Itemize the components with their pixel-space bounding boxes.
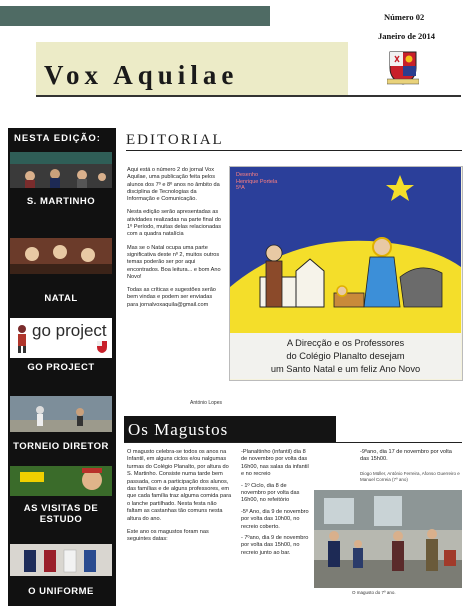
magustos-paragraph: O magusto celebra-se todos os anos na Infantil, em alguns ciclos e/ou nalgumas turmas do Colégio Planalto, por altura do S. Martinho. Consiste numa tarde bem passada, com a participação dos alunos, das famílias e de alguns professores, em que cada família traz alguma comida para o lanche partilhado. Nesta festa não faltam as castanhas tão comuns nesta altura do ano. — [127, 449, 232, 522]
newspaper-title: Vox Aquilae — [44, 60, 239, 90]
sidebar-item-label: TORNEIO DIRETOR — [13, 441, 109, 452]
sidebar-item-torneio-diretor[interactable] — [10, 396, 112, 452]
sidebar-item-label: GO PROJECT — [27, 362, 95, 373]
sidebar-item-label: O UNIFORME — [28, 586, 94, 597]
magustos-date-item: -Planaltinho (infantil) dia 8 de novembro por volta das 16h00, nas salas da infantil e no recreio — [241, 449, 309, 478]
s-martinho-photo — [10, 152, 112, 188]
magustos-rule — [124, 442, 462, 443]
natal-photo — [10, 238, 112, 274]
editorial-paragraph: Nesta edição serão apresentadas as atividades realizadas na parte final do 1º Período, muitas delas relacionadas com a quadra natalícia — [127, 209, 222, 238]
magustos-paragraph: Este ano os magustos foram nas seguintes datas: — [127, 529, 209, 543]
sidebar-item-label: S. MARTINHO — [26, 196, 96, 207]
magustos-date-item: - 7ºano, dia 9 de novembro por volta das 15h00, no recreio junto ao bar. — [241, 535, 309, 556]
sidebar-item-label: AS VISITAS DE ESTUDO — [23, 503, 99, 525]
sidebar-item-uniforme[interactable] — [10, 544, 112, 597]
magustos-date-item: - 1º Ciclo, dia 8 de novembro por volta das 16h00, no refeitório — [241, 482, 300, 504]
magustos-date-item: -5º Ano, dia 9 de novembro por volta das 10h00, no recreio coberto. — [241, 508, 309, 530]
sidebar-item-natal[interactable] — [10, 238, 112, 304]
school-crest-icon — [387, 48, 419, 86]
sidebar-item-go-project[interactable] — [10, 318, 112, 373]
magustos-date-item: -9ºano, dia 17 de novembro por volta das 15h00. — [360, 449, 452, 463]
editorial-paragraph: Mas se o Natal ocupa uma parte significativa deste nº 2, muitos outros temas poderão ser por aqui encontrados. Boa leitura... e bom Ano Novo! — [127, 244, 221, 280]
editorial-rule — [126, 150, 462, 151]
christmas-caption: A Direcção e os Professores do Colégio Planalto desejam um Santo Natal e um feliz Ano Novo — [270, 338, 421, 374]
magustos-column-1 — [127, 449, 233, 550]
editorial-signature: António Lopes — [190, 400, 222, 406]
sidebar-item-visitas-de-estudo[interactable] — [10, 466, 112, 525]
player-figure-icon — [14, 324, 30, 354]
uniforme-photo — [10, 544, 112, 576]
editorial-paragraph: Todas as críticas e sugestões serão bem vindas e podem ser enviadas para jornalvoxaquila@gmail.com — [127, 287, 216, 308]
magusto-photo-caption: O magusto do 7º ano. — [352, 590, 396, 595]
issue-number: Número 02 — [384, 12, 425, 22]
visitas-cartoon — [10, 466, 112, 496]
magustos-authors: Diogo Müller, António Ferreira, Afonso Guerreiro e Manuel Correia (7º ano) — [360, 471, 460, 482]
drawing-author: Desenho Henrique Portela 5ºA — [236, 172, 278, 191]
nativity-drawing — [230, 167, 461, 333]
sidebar-item-s-martinho[interactable] — [10, 152, 112, 207]
torneio-photo — [10, 396, 112, 432]
magustos-column-2 — [241, 449, 309, 561]
sidebar-heading: NESTA EDIÇÃO: — [8, 128, 116, 150]
editorial-text — [127, 167, 223, 315]
masthead-rule — [36, 95, 461, 97]
magusto-photo — [314, 490, 462, 588]
masthead-top-bar — [0, 6, 270, 26]
sidebar-item-label: NATAL — [44, 293, 78, 304]
magustos-heading: Os Magustos — [128, 420, 229, 439]
school-crest-icon — [96, 340, 108, 354]
go-project-logo: go project — [10, 318, 112, 358]
issue-date: Janeiro de 2014 — [378, 31, 435, 41]
editorial-paragraph: Aqui está o número 2 do jornal Vox Aquilae, uma publicação feita pelos alunos dos 7º e 8º anos no âmbito da disciplina de Tecnologias da Informação e Comunicação. — [127, 167, 220, 203]
editorial-heading: EDITORIAL — [126, 132, 224, 148]
